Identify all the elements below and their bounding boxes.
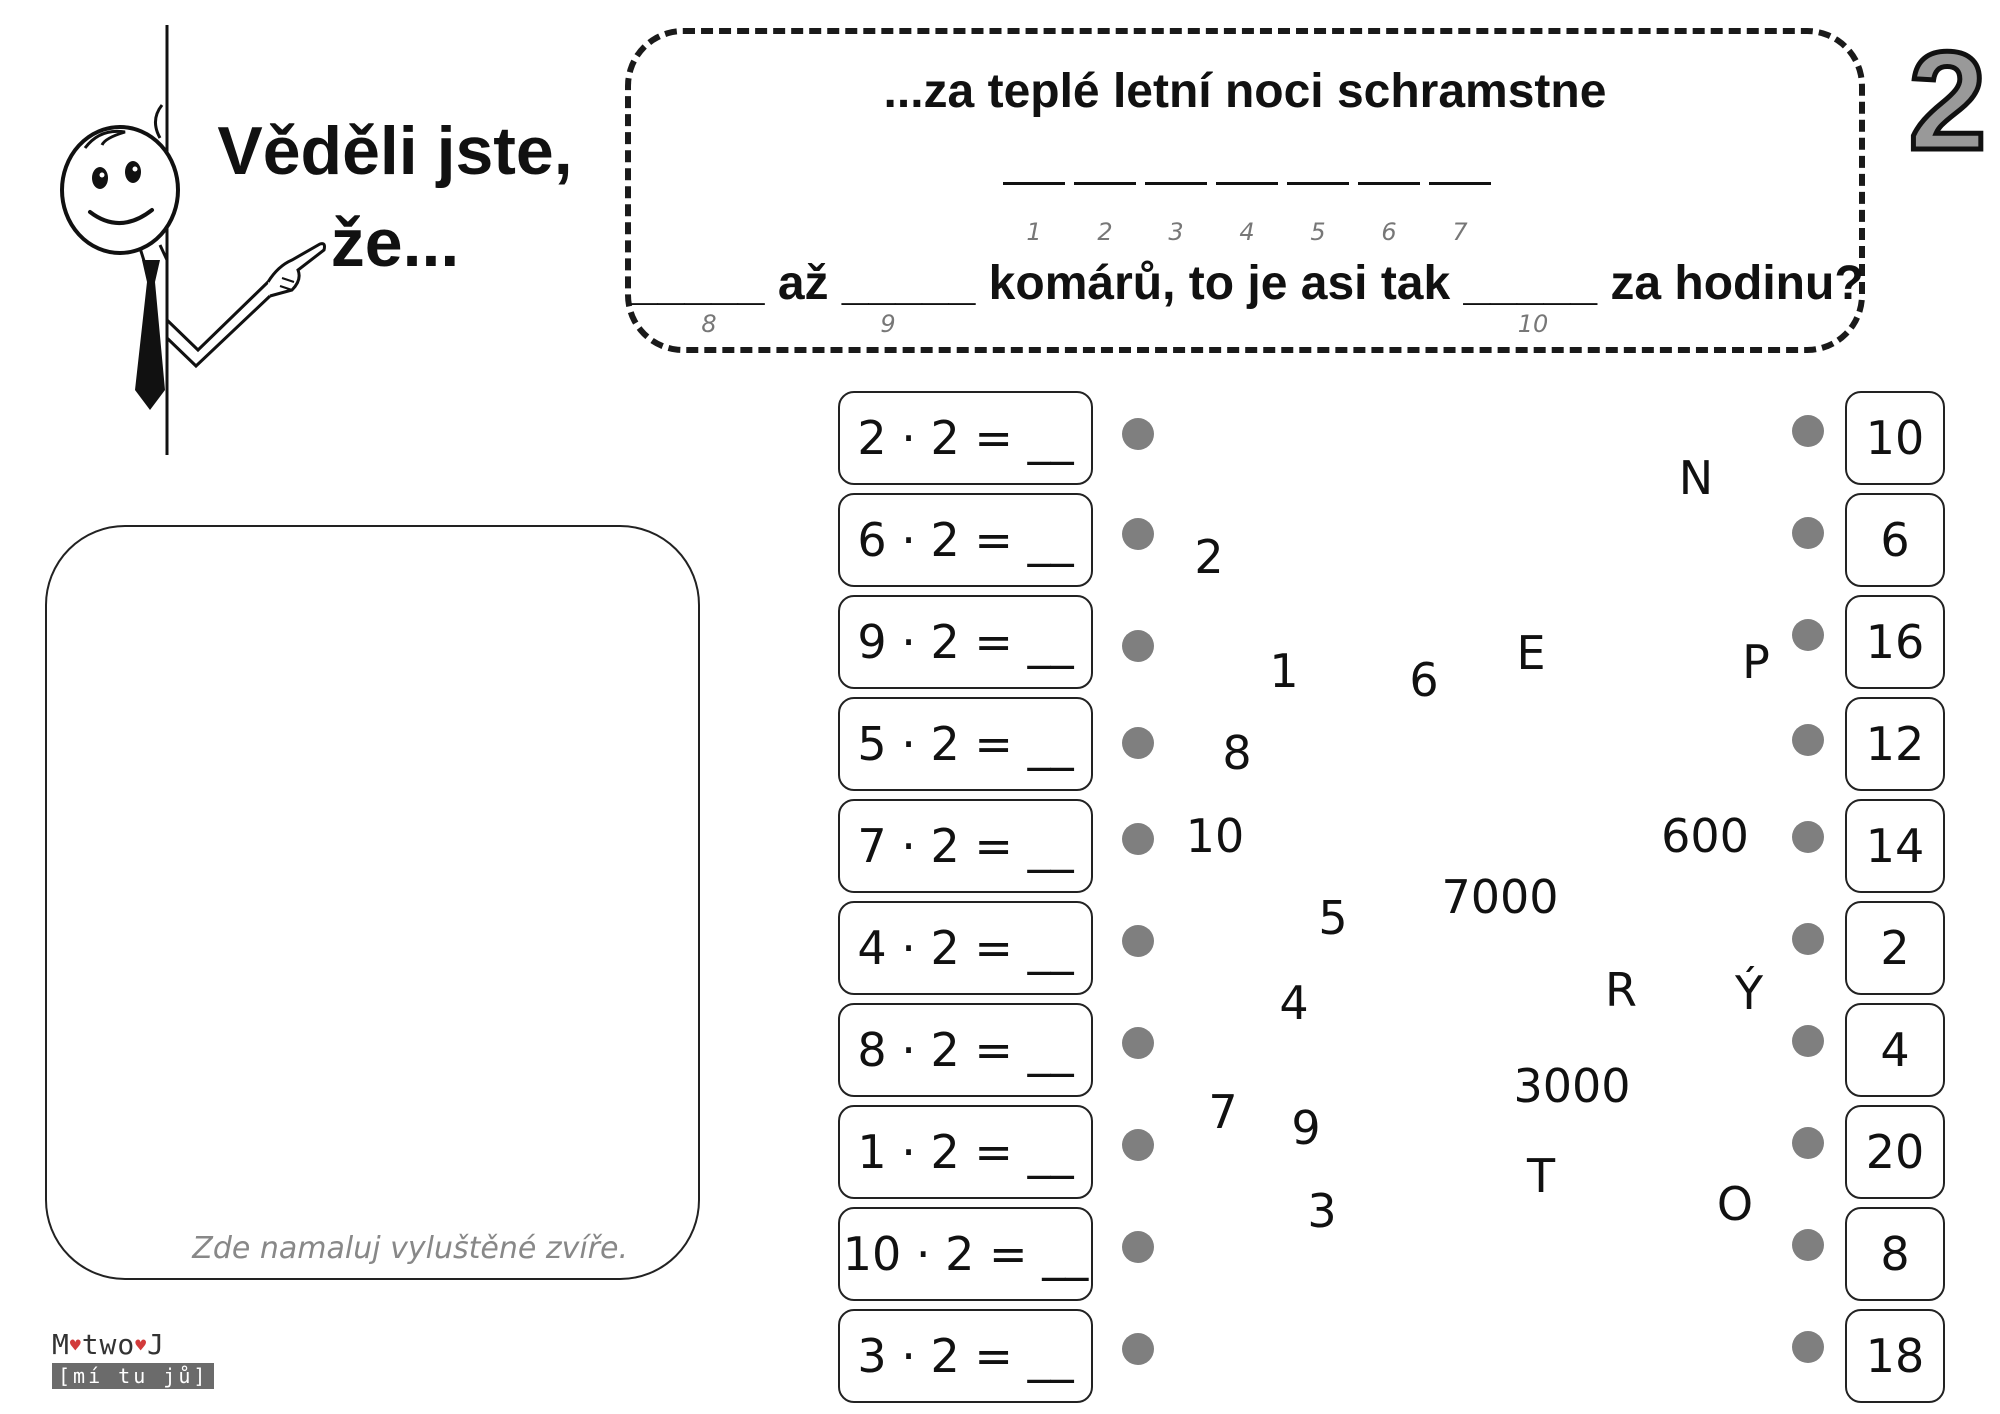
scattered-symbol: 3000 bbox=[1513, 1059, 1631, 1113]
answer-box: 12 bbox=[1845, 697, 1945, 791]
answer-box: 16 bbox=[1845, 595, 1945, 689]
blank-number-6: 6 bbox=[1381, 218, 1397, 246]
blank-number-8: 8 bbox=[701, 310, 717, 338]
logo-tagline: [mí tu jů] bbox=[52, 1363, 214, 1389]
blank-number-10: 10 bbox=[1517, 310, 1549, 338]
exercise-box: 9 · 2 = __ bbox=[838, 595, 1093, 689]
riddle-text-part-3: za hodinu? bbox=[1597, 257, 1864, 310]
letter-blank-5[interactable] bbox=[1287, 182, 1349, 185]
answer-box: 8 bbox=[1845, 1207, 1945, 1301]
page-number: 2 bbox=[1908, 22, 1987, 179]
exercise-box: 10 · 2 = __ bbox=[838, 1207, 1093, 1301]
right-connect-dot[interactable] bbox=[1792, 1127, 1824, 1159]
scattered-symbol: R bbox=[1605, 963, 1637, 1017]
left-connect-dot[interactable] bbox=[1122, 518, 1154, 550]
right-connect-dot[interactable] bbox=[1792, 415, 1824, 447]
scattered-symbol: 8 bbox=[1222, 726, 1252, 780]
blank-number-1: 1 bbox=[1026, 218, 1042, 246]
right-connect-dot[interactable] bbox=[1792, 1331, 1824, 1363]
blank-number-2: 2 bbox=[1097, 218, 1113, 246]
heart-icon: ♥ bbox=[69, 1335, 82, 1357]
right-connect-dot[interactable] bbox=[1792, 619, 1824, 651]
left-connect-dot[interactable] bbox=[1122, 1231, 1154, 1263]
answer-box: 2 bbox=[1845, 901, 1945, 995]
left-connect-dot[interactable] bbox=[1122, 418, 1154, 450]
letter-blank-7[interactable] bbox=[1429, 182, 1491, 185]
scattered-symbol: E bbox=[1516, 626, 1546, 680]
scattered-symbol: 3 bbox=[1307, 1184, 1337, 1238]
right-connect-dot[interactable] bbox=[1792, 1025, 1824, 1057]
scattered-symbol: 600 bbox=[1661, 809, 1749, 863]
right-connect-dot[interactable] bbox=[1792, 724, 1824, 756]
scattered-symbol: 2 bbox=[1194, 530, 1224, 584]
letter-blank-2[interactable] bbox=[1074, 182, 1136, 185]
scattered-symbol: 1 bbox=[1269, 644, 1299, 698]
answer-box: 4 bbox=[1845, 1003, 1945, 1097]
blank-number-7: 7 bbox=[1452, 218, 1468, 246]
number-blank-9[interactable]: _____ bbox=[841, 257, 976, 310]
blank-number-4: 4 bbox=[1239, 218, 1255, 246]
heart-icon: ♥ bbox=[135, 1335, 148, 1357]
number-blank-10[interactable]: _____ bbox=[1463, 257, 1598, 310]
right-connect-dot[interactable] bbox=[1792, 821, 1824, 853]
drawing-area[interactable] bbox=[45, 525, 700, 1280]
exercise-box: 4 · 2 = __ bbox=[838, 901, 1093, 995]
left-connect-dot[interactable] bbox=[1122, 1333, 1154, 1365]
heading-line-2: že... bbox=[330, 205, 460, 281]
scattered-symbol: 10 bbox=[1185, 809, 1245, 863]
scattered-symbol: 5 bbox=[1318, 891, 1348, 945]
exercise-box: 3 · 2 = __ bbox=[838, 1309, 1093, 1403]
blank-number-3: 3 bbox=[1168, 218, 1184, 246]
riddle-box bbox=[625, 28, 1865, 353]
exercise-box: 2 · 2 = __ bbox=[838, 391, 1093, 485]
riddle-text-part-2: komárů, to je asi tak bbox=[975, 257, 1464, 310]
letter-blank-4[interactable] bbox=[1216, 182, 1278, 185]
exercise-box: 7 · 2 = __ bbox=[838, 799, 1093, 893]
letter-blank-6[interactable] bbox=[1358, 182, 1420, 185]
left-connect-dot[interactable] bbox=[1122, 823, 1154, 855]
scattered-symbol: 6 bbox=[1409, 653, 1439, 707]
left-connect-dot[interactable] bbox=[1122, 1129, 1154, 1161]
right-connect-dot[interactable] bbox=[1792, 923, 1824, 955]
scattered-symbol: P bbox=[1742, 635, 1770, 689]
answer-box: 20 bbox=[1845, 1105, 1945, 1199]
riddle-line-1: ...za teplé letní noci schramstne bbox=[883, 65, 1607, 118]
scattered-symbol: T bbox=[1526, 1149, 1556, 1203]
left-connect-dot[interactable] bbox=[1122, 1027, 1154, 1059]
left-connect-dot[interactable] bbox=[1122, 630, 1154, 662]
scattered-symbol: Ý bbox=[1734, 966, 1764, 1020]
exercise-box: 1 · 2 = __ bbox=[838, 1105, 1093, 1199]
exercise-box: 8 · 2 = __ bbox=[838, 1003, 1093, 1097]
drawing-caption: Zde namaluj vyluštěné zvíře. bbox=[192, 1231, 628, 1266]
letter-blank-1[interactable] bbox=[1003, 182, 1065, 185]
exercise-box: 6 · 2 = __ bbox=[838, 493, 1093, 587]
letter-blank-3[interactable] bbox=[1145, 182, 1207, 185]
heading-line-1: Věděli jste, bbox=[217, 113, 573, 189]
answer-box: 18 bbox=[1845, 1309, 1945, 1403]
scattered-symbol: N bbox=[1678, 451, 1714, 505]
scattered-symbol: 4 bbox=[1279, 976, 1309, 1030]
right-connect-dot[interactable] bbox=[1792, 517, 1824, 549]
number-blank-8[interactable]: _____ bbox=[631, 257, 765, 310]
blank-number-5: 5 bbox=[1310, 218, 1326, 246]
answer-box: 10 bbox=[1845, 391, 1945, 485]
left-connect-dot[interactable] bbox=[1122, 727, 1154, 759]
blank-number-9: 9 bbox=[880, 310, 896, 338]
logo-wordmark: M♥two♥J bbox=[52, 1328, 165, 1361]
scattered-symbol: 7 bbox=[1208, 1085, 1238, 1139]
answer-box: 14 bbox=[1845, 799, 1945, 893]
logo bbox=[52, 1328, 212, 1389]
left-connect-dot[interactable] bbox=[1122, 925, 1154, 957]
scattered-symbol: 7000 bbox=[1441, 870, 1559, 924]
riddle-text-part-1: až bbox=[764, 257, 842, 310]
answer-box: 6 bbox=[1845, 493, 1945, 587]
scattered-symbol: 9 bbox=[1291, 1101, 1321, 1155]
riddle-line-3 bbox=[631, 256, 1864, 311]
scattered-symbol: O bbox=[1716, 1177, 1754, 1231]
heading bbox=[200, 105, 590, 289]
right-connect-dot[interactable] bbox=[1792, 1229, 1824, 1261]
exercise-box: 5 · 2 = __ bbox=[838, 697, 1093, 791]
